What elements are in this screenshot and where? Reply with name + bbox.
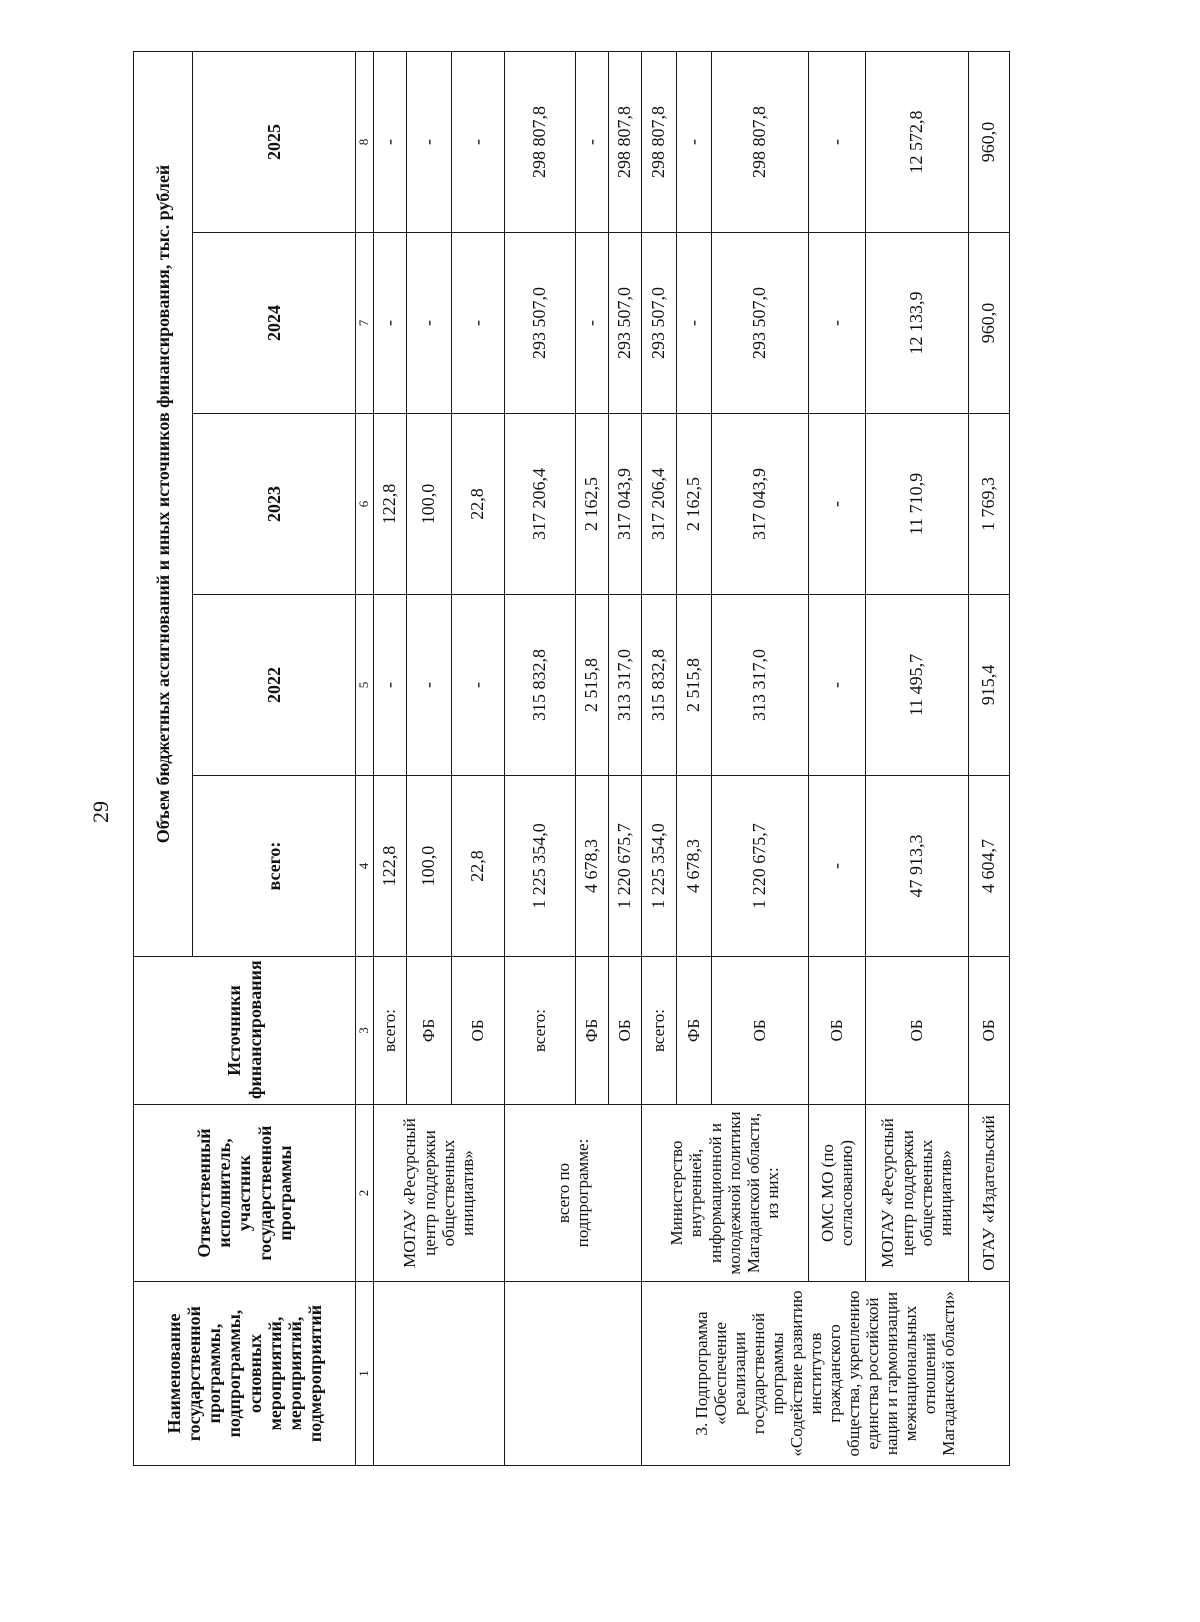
column-number: 8: [356, 51, 374, 232]
page-number: 29: [88, 801, 113, 823]
value-cell: -: [451, 233, 504, 414]
value-cell: 313 317,0: [711, 595, 808, 776]
value-cell: -: [406, 595, 451, 776]
table-row: [808, 51, 865, 1465]
executor-cell: МОГАУ «Ресурсный центр поддержки общественных инициатив»: [373, 1105, 504, 1282]
header-year-total: всего:: [193, 776, 356, 957]
budget-table: [133, 51, 1010, 1466]
source-cell: ФБ: [406, 957, 451, 1105]
header-year-2022: 2022: [193, 595, 356, 776]
column-number-row: [356, 51, 374, 1465]
executor-cell: ОГАУ «Издательский: [968, 1105, 1009, 1282]
value-cell: 100,0: [406, 414, 451, 595]
column-number: 5: [356, 595, 374, 776]
value-cell: -: [808, 233, 865, 414]
value-cell: -: [808, 595, 865, 776]
column-number: 2: [356, 1105, 374, 1282]
value-cell: 293 507,0: [641, 233, 676, 414]
source-cell: ОБ: [608, 957, 641, 1105]
executor-cell: Министерство внутренней, информационной и молодежной политики Магаданской области, из них:: [641, 1105, 808, 1282]
value-cell: -: [676, 51, 711, 232]
value-cell: 960,0: [968, 233, 1009, 414]
value-cell: 1 220 675,7: [711, 776, 808, 957]
value-cell: 1 225 354,0: [641, 776, 676, 957]
table-row: [504, 51, 575, 1465]
value-cell: -: [406, 233, 451, 414]
header-row-1: [134, 51, 193, 1465]
source-cell: ОБ: [865, 957, 968, 1105]
column-number: 1: [356, 1282, 374, 1466]
table-row: [373, 51, 406, 1465]
value-cell: -: [676, 233, 711, 414]
value-cell: 293 507,0: [504, 233, 575, 414]
value-cell: 317 206,4: [641, 414, 676, 595]
value-cell: -: [406, 51, 451, 232]
column-number: 7: [356, 233, 374, 414]
value-cell: 2 162,5: [676, 414, 711, 595]
value-cell: -: [373, 51, 406, 232]
value-cell: 317 043,9: [711, 414, 808, 595]
value-cell: 12 133,9: [865, 233, 968, 414]
header-program-name: Наименование государственной программы, подпрограммы, основных мероприятий, мероприятий, подмероприятий: [134, 1282, 356, 1466]
table-row: [641, 51, 676, 1465]
value-cell: -: [575, 233, 608, 414]
value-cell: 12 572,8: [865, 51, 968, 232]
header-year-2024: 2024: [193, 233, 356, 414]
value-cell: 298 807,8: [608, 51, 641, 232]
value-cell: 1 225 354,0: [504, 776, 575, 957]
value-cell: 293 507,0: [711, 233, 808, 414]
value-cell: -: [575, 51, 608, 232]
column-number: 3: [356, 957, 374, 1105]
source-cell: всего:: [373, 957, 406, 1105]
value-cell: 915,4: [968, 595, 1009, 776]
value-cell: 22,8: [451, 776, 504, 957]
value-cell: -: [808, 776, 865, 957]
value-cell: 100,0: [406, 776, 451, 957]
header-executor: Ответственный исполнитель, участник государственной программы: [134, 1105, 356, 1282]
value-cell: -: [451, 51, 504, 232]
header-year-2023: 2023: [193, 414, 356, 595]
program-name-cell-empty: [373, 1282, 504, 1466]
value-cell: 47 913,3: [865, 776, 968, 957]
value-cell: 298 807,8: [641, 51, 676, 232]
source-cell: ФБ: [676, 957, 711, 1105]
executor-cell: МОГАУ «Ресурсный центр поддержки общественных инициатив»: [865, 1105, 968, 1282]
header-budget-group: Объем бюджетных ассигнований и иных источников финансирования, тыс. рублей: [134, 51, 193, 956]
value-cell: 1 769,3: [968, 414, 1009, 595]
source-cell: всего:: [504, 957, 575, 1105]
value-cell: 122,8: [373, 414, 406, 595]
executor-cell: ОМС МО (по согласованию): [808, 1105, 865, 1282]
column-number: 6: [356, 414, 374, 595]
value-cell: -: [373, 595, 406, 776]
value-cell: -: [373, 233, 406, 414]
value-cell: 122,8: [373, 776, 406, 957]
value-cell: -: [808, 414, 865, 595]
table-row: [968, 51, 1009, 1465]
value-cell: 298 807,8: [711, 51, 808, 232]
value-cell: 4 678,3: [575, 776, 608, 957]
source-cell: ФБ: [575, 957, 608, 1105]
value-cell: 2 162,5: [575, 414, 608, 595]
value-cell: 4 604,7: [968, 776, 1009, 957]
value-cell: 313 317,0: [608, 595, 641, 776]
value-cell: 298 807,8: [504, 51, 575, 232]
source-cell: ОБ: [451, 957, 504, 1105]
value-cell: 317 206,4: [504, 414, 575, 595]
header-year-2025: 2025: [193, 51, 356, 232]
table-row: [865, 51, 968, 1465]
executor-cell: всего по подпрограмме:: [504, 1105, 641, 1282]
value-cell: 960,0: [968, 51, 1009, 232]
program-name-cell-empty: [504, 1282, 641, 1466]
value-cell: 315 832,8: [641, 595, 676, 776]
subprogram-name-cell: 3. Подпрограмма «Обеспечение реализации государственной программы «Содействие развитию институтов гражданского общества, укреплению единства российской нации и гармонизации межнациональных отношений Магаданской области»: [641, 1282, 1009, 1466]
value-cell: -: [451, 595, 504, 776]
value-cell: 1 220 675,7: [608, 776, 641, 957]
source-cell: всего:: [641, 957, 676, 1105]
value-cell: 2 515,8: [676, 595, 711, 776]
source-cell: ОБ: [808, 957, 865, 1105]
value-cell: 2 515,8: [575, 595, 608, 776]
value-cell: 11 495,7: [865, 595, 968, 776]
source-cell: ОБ: [711, 957, 808, 1105]
value-cell: 11 710,9: [865, 414, 968, 595]
value-cell: 22,8: [451, 414, 504, 595]
header-sources: Источники финансирования: [134, 957, 356, 1105]
column-number: 4: [356, 776, 374, 957]
value-cell: -: [808, 51, 865, 232]
source-cell: ОБ: [968, 957, 1009, 1105]
value-cell: 4 678,3: [676, 776, 711, 957]
value-cell: 317 043,9: [608, 414, 641, 595]
value-cell: 293 507,0: [608, 233, 641, 414]
value-cell: 315 832,8: [504, 595, 575, 776]
